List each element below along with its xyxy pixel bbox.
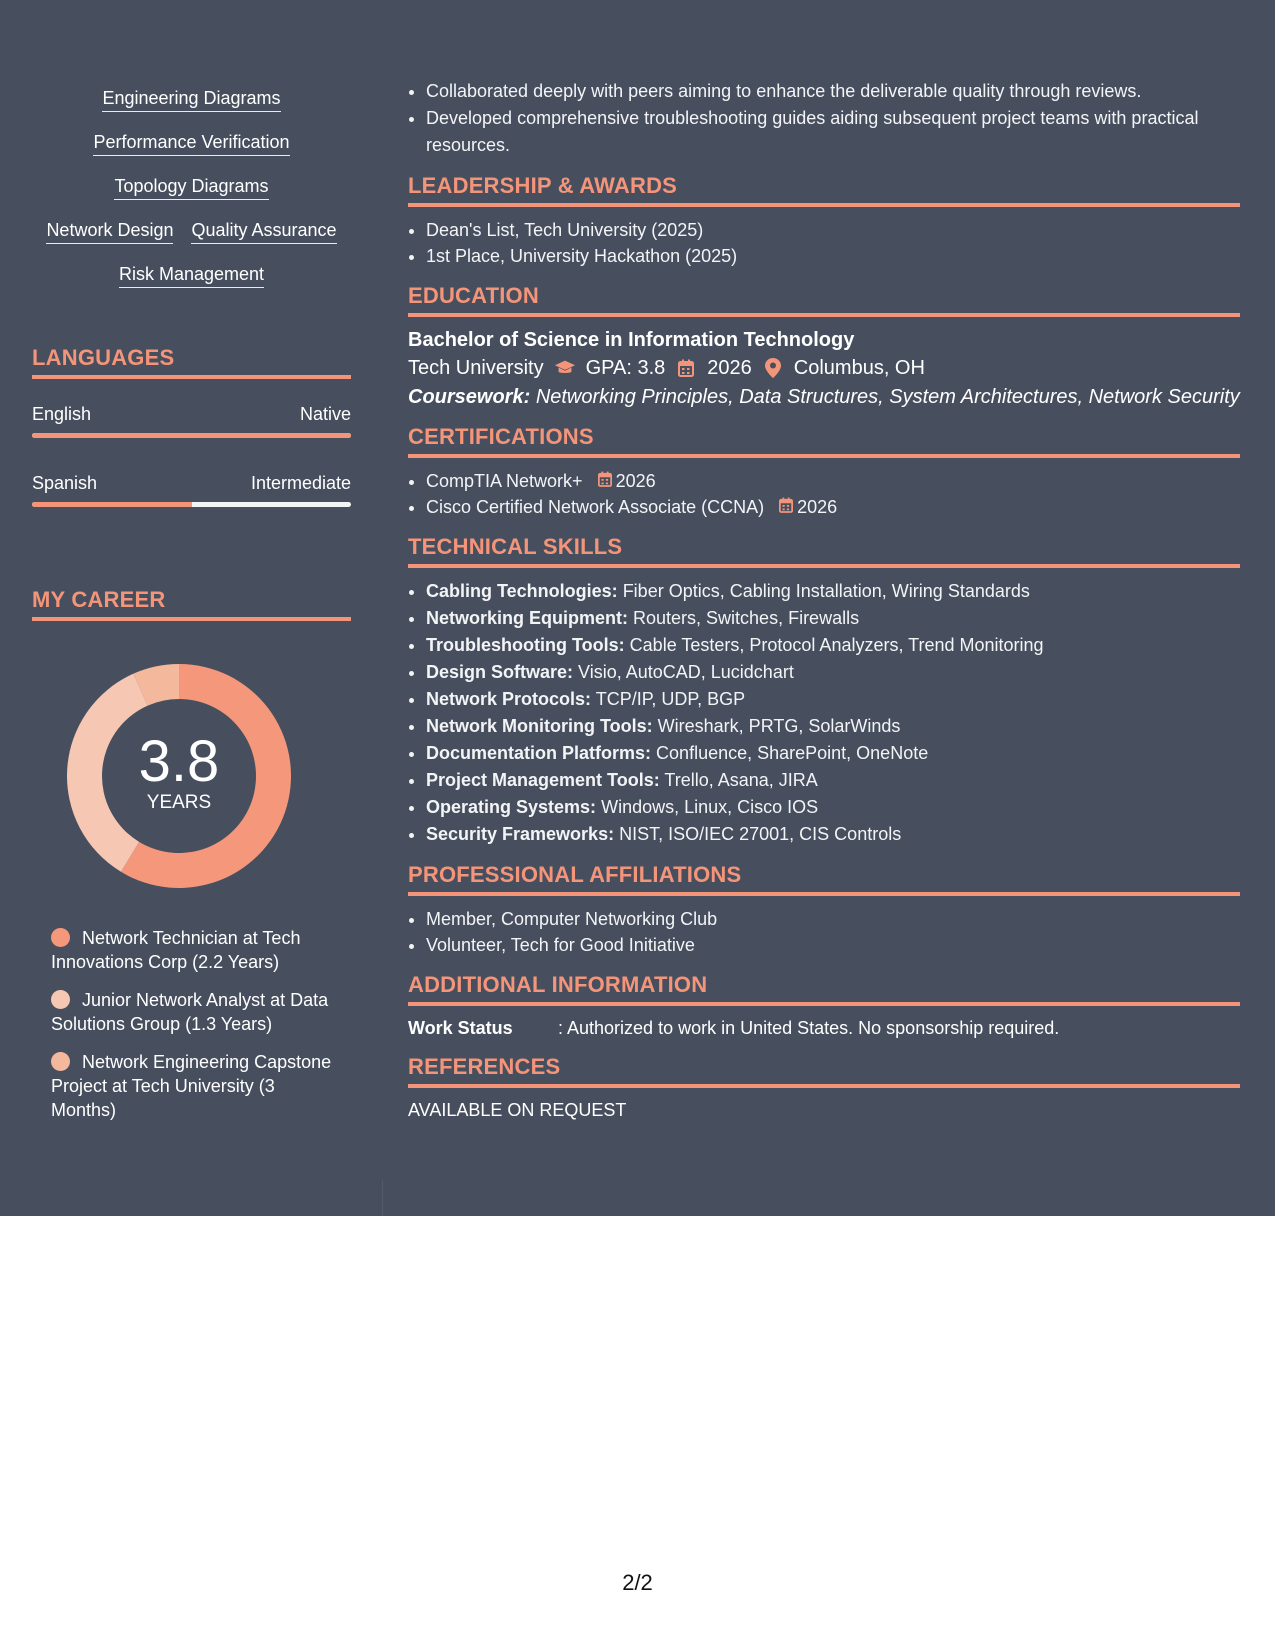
affiliations-list	[408, 906, 1240, 958]
legend-dot	[51, 1052, 70, 1071]
skill-values: Cable Testers, Protocol Analyzers, Trend Monitoring	[629, 635, 1044, 655]
graduation-cap-icon	[554, 357, 576, 379]
language-name: Spanish	[32, 473, 98, 493]
experience-bullet: • Collaborated deeply with peers aiming to enhance the deliverable quality through reviews.	[426, 78, 1240, 105]
calendar-icon	[675, 357, 697, 379]
technical-skill-item	[426, 659, 1240, 686]
skill-tag-row	[32, 220, 351, 244]
technical-skill-item	[426, 632, 1240, 659]
page-number: 2/2	[622, 1570, 653, 1595]
work-status-value: : Authorized to work in United States. No sponsorship required.	[558, 1018, 1060, 1038]
skill-category: Documentation Platforms:	[426, 743, 652, 763]
skill-category: Network Protocols:	[426, 689, 592, 709]
skill-category: Cabling Technologies:	[426, 581, 618, 601]
skill-category: Troubleshooting Tools:	[426, 635, 625, 655]
location-pin-icon	[762, 357, 784, 379]
work-status	[408, 1016, 1240, 1040]
skill-category: Network Monitoring Tools:	[426, 716, 653, 736]
skill-values: Trello, Asana, JIRA	[664, 770, 818, 790]
certification-name: CompTIA Network+	[426, 471, 583, 491]
skill-tag: Topology Diagrams	[114, 176, 268, 200]
skill-category: Project Management Tools:	[426, 770, 660, 790]
skill-tag: Engineering Diagrams	[102, 88, 280, 112]
skill-tag-row	[32, 132, 351, 156]
career-legend-label: Junior Network Analyst at Data Solutions Group (1.3 Years)	[51, 990, 329, 1034]
education-location: Columbus, OH	[793, 357, 925, 379]
career-legend-item	[51, 988, 341, 1036]
school-name: Tech University	[408, 357, 544, 379]
skill-values: Windows, Linux, Cisco IOS	[601, 797, 819, 817]
skill-category: Security Frameworks:	[426, 824, 615, 844]
skill-values: Wireshark, PRTG, SolarWinds	[657, 716, 901, 736]
leadership-list	[408, 217, 1240, 269]
coursework-label: Coursework:	[408, 386, 531, 408]
career-title: MY CAREER	[32, 587, 351, 621]
language-spanish	[32, 472, 351, 507]
graduation-year: 2026	[707, 357, 752, 379]
references-text: AVAILABLE ON REQUEST	[408, 1100, 627, 1120]
skill-tag-row	[32, 88, 351, 112]
education-title: EDUCATION	[408, 283, 1240, 317]
skill-category: Networking Equipment:	[426, 608, 628, 628]
technical-skill-item	[426, 605, 1240, 632]
work-status-label: Work Status	[408, 1018, 513, 1038]
coursework-list: Networking Principles, Data Structures, System Architectures, Network Security	[535, 386, 1240, 408]
skill-values: Routers, Switches, Firewalls	[633, 608, 860, 628]
legend-dot	[51, 928, 70, 947]
education-meta	[408, 353, 1240, 383]
language-level: Intermediate	[250, 473, 351, 493]
legend-dot	[51, 990, 70, 1009]
degree-name: Bachelor of Science in Information Technology	[408, 329, 855, 351]
career-legend	[51, 926, 341, 1136]
skill-values: TCP/IP, UDP, BGP	[595, 689, 746, 709]
coursework	[408, 385, 1240, 410]
gpa: GPA: 3.8	[585, 357, 666, 379]
technical-skill-item	[426, 713, 1240, 740]
technical-skills-title: TECHNICAL SKILLS	[408, 534, 1240, 568]
certifications-title: CERTIFICATIONS	[408, 424, 1240, 458]
language-name: English	[32, 404, 92, 424]
experience-bullet: • Developed comprehensive troubleshooting guides aiding subsequent project teams with practical resources.	[426, 105, 1240, 159]
right-column	[408, 78, 1240, 1122]
technical-skill-item	[426, 794, 1240, 821]
career-donut-chart	[66, 663, 292, 889]
skill-category: Design Software:	[426, 662, 574, 682]
references-title: REFERENCES	[408, 1054, 1240, 1088]
career-legend-item	[51, 926, 341, 974]
career-total-unit: YEARS	[146, 792, 212, 813]
career-legend-item	[51, 1050, 341, 1122]
skill-values: Fiber Optics, Cabling Installation, Wiring Standards	[622, 581, 1030, 601]
language-proficiency-fill	[32, 433, 351, 438]
skill-tag: Network Design	[46, 220, 173, 244]
technical-skills-list	[408, 578, 1240, 848]
career-total-years: 3.8	[138, 729, 220, 794]
leadership-item: • Dean's List, Tech University (2025)	[426, 217, 1240, 243]
skill-tag: Quality Assurance	[191, 220, 336, 244]
calendar-icon	[598, 468, 612, 494]
leadership-title: LEADERSHIP & AWARDS	[408, 173, 1240, 207]
skill-tag: Performance Verification	[93, 132, 289, 156]
technical-skill-item	[426, 740, 1240, 767]
certification-item	[426, 468, 1240, 494]
languages-section	[32, 345, 351, 379]
skill-category: Operating Systems:	[426, 797, 597, 817]
additional-info-title: ADDITIONAL INFORMATION	[408, 972, 1240, 1006]
certification-name: Cisco Certified Network Associate (CCNA)	[426, 497, 765, 517]
technical-skill-item	[426, 686, 1240, 713]
languages-title: LANGUAGES	[32, 345, 351, 379]
career-legend-label: Network Technician at Tech Innovations Corp (2.2 Years)	[51, 928, 301, 972]
certifications-list	[408, 468, 1240, 520]
language-english	[32, 403, 351, 438]
technical-skill-item	[426, 767, 1240, 794]
skill-tag: Risk Management	[119, 264, 264, 288]
skill-values: NIST, ISO/IEC 27001, CIS Controls	[619, 824, 902, 844]
skill-values: Visio, AutoCAD, Lucidchart	[578, 662, 794, 682]
certification-year: 2026	[615, 471, 656, 491]
language-proficiency-fill	[32, 502, 192, 507]
career-section	[32, 587, 351, 621]
language-proficiency-bar	[32, 433, 351, 438]
career-legend-label: Network Engineering Capstone Project at Tech University (3 Months)	[51, 1052, 332, 1120]
affiliations-title: PROFESSIONAL AFFILIATIONS	[408, 862, 1240, 896]
skill-tag-row	[32, 176, 351, 200]
affiliation-item: • Member, Computer Networking Club	[426, 906, 1240, 932]
language-level: Native	[299, 404, 351, 424]
technical-skill-item	[426, 821, 1240, 848]
technical-skill-item	[426, 578, 1240, 605]
certification-item	[426, 494, 1240, 520]
leadership-item: • 1st Place, University Hackathon (2025)	[426, 243, 1240, 269]
skill-values: Confluence, SharePoint, OneNote	[656, 743, 929, 763]
skill-tags	[32, 88, 351, 308]
language-proficiency-bar	[32, 502, 351, 507]
certification-year: 2026	[797, 497, 838, 517]
experience-bullets	[408, 78, 1240, 159]
skill-tag-row	[32, 264, 351, 288]
affiliation-item: • Volunteer, Tech for Good Initiative	[426, 932, 1240, 958]
column-divider	[382, 1180, 383, 1216]
calendar-icon	[779, 494, 793, 520]
